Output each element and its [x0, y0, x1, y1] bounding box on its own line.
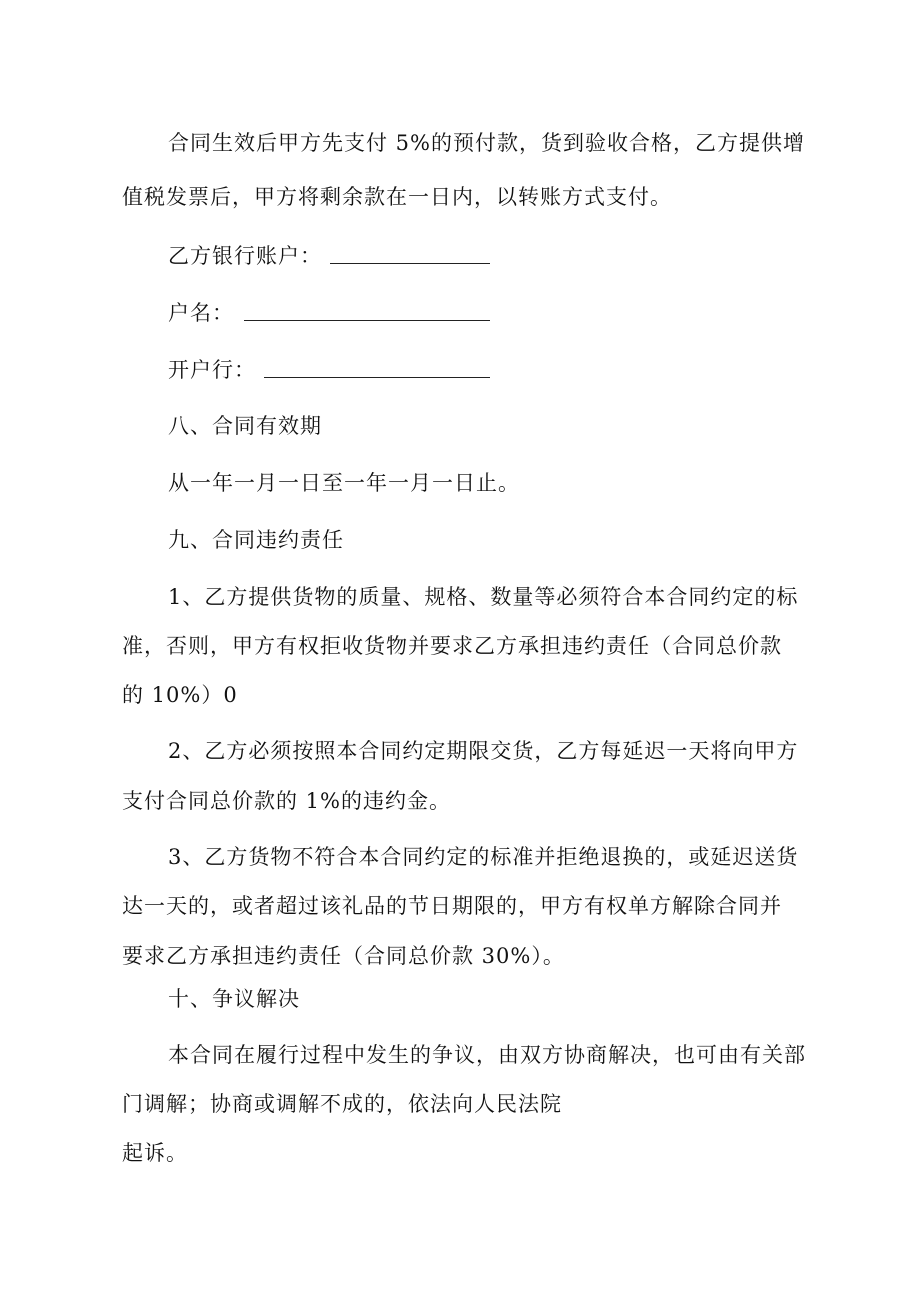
section-9-item-2-line-1: 2、乙方必须按照本合同约定期限交货，乙方每延迟一天将向甲方 [168, 739, 799, 763]
opening-bank-blank-line [264, 377, 490, 378]
bank-account-blank-line [330, 263, 490, 264]
account-name-label: 户名： [168, 301, 234, 325]
section-8-heading: 八、合同有效期 [168, 414, 322, 438]
account-name-blank-line [244, 320, 490, 321]
section-9-heading: 九、合同违约责任 [168, 528, 344, 552]
section-9-item-3-line-3: 要求乙方承担违约责任（合同总价款 30%）。 [122, 944, 565, 968]
section-9-item-1-line-2: 准，否则，甲方有权拒收货物并要求乙方承担违约责任（合同总价款 [122, 634, 782, 658]
section-9-item-1-line-1: 1、乙方提供货物的质量、规格、数量等必须符合本合同约定的标 [168, 585, 799, 609]
section-9-item-1-line-3: 的 10%）0 [122, 683, 238, 707]
payment-clause-line-1: 合同生效后甲方先支付 5%的预付款，货到验收合格，乙方提供增 [168, 131, 805, 155]
section-10-line-2: 门调解；协商或调解不成的，依法向人民法院 [122, 1092, 562, 1116]
bank-account-label: 乙方银行账户： [168, 244, 322, 268]
section-9-item-3-line-1: 3、乙方货物不符合本合同约定的标准并拒绝退换的，或延迟送货 [168, 845, 799, 869]
payment-clause-line-2: 值税发票后，甲方将剩余款在一日内，以转账方式支付。 [122, 185, 672, 209]
opening-bank-label: 开户行： [168, 358, 256, 382]
section-8-text: 从一年一月一日至一年一月一日止。 [168, 471, 520, 495]
section-10-heading: 十、争议解决 [168, 987, 300, 1011]
section-10-line-3: 起诉。 [122, 1141, 188, 1165]
section-10-line-1: 本合同在履行过程中发生的争议，由双方协商解决，也可由有关部 [168, 1043, 806, 1067]
section-9-item-3-line-2: 达一天的，或者超过该礼品的节日期限的，甲方有权单方解除合同并 [122, 894, 782, 918]
section-9-item-2-line-2: 支付合同总价款的 1%的违约金。 [122, 789, 451, 813]
